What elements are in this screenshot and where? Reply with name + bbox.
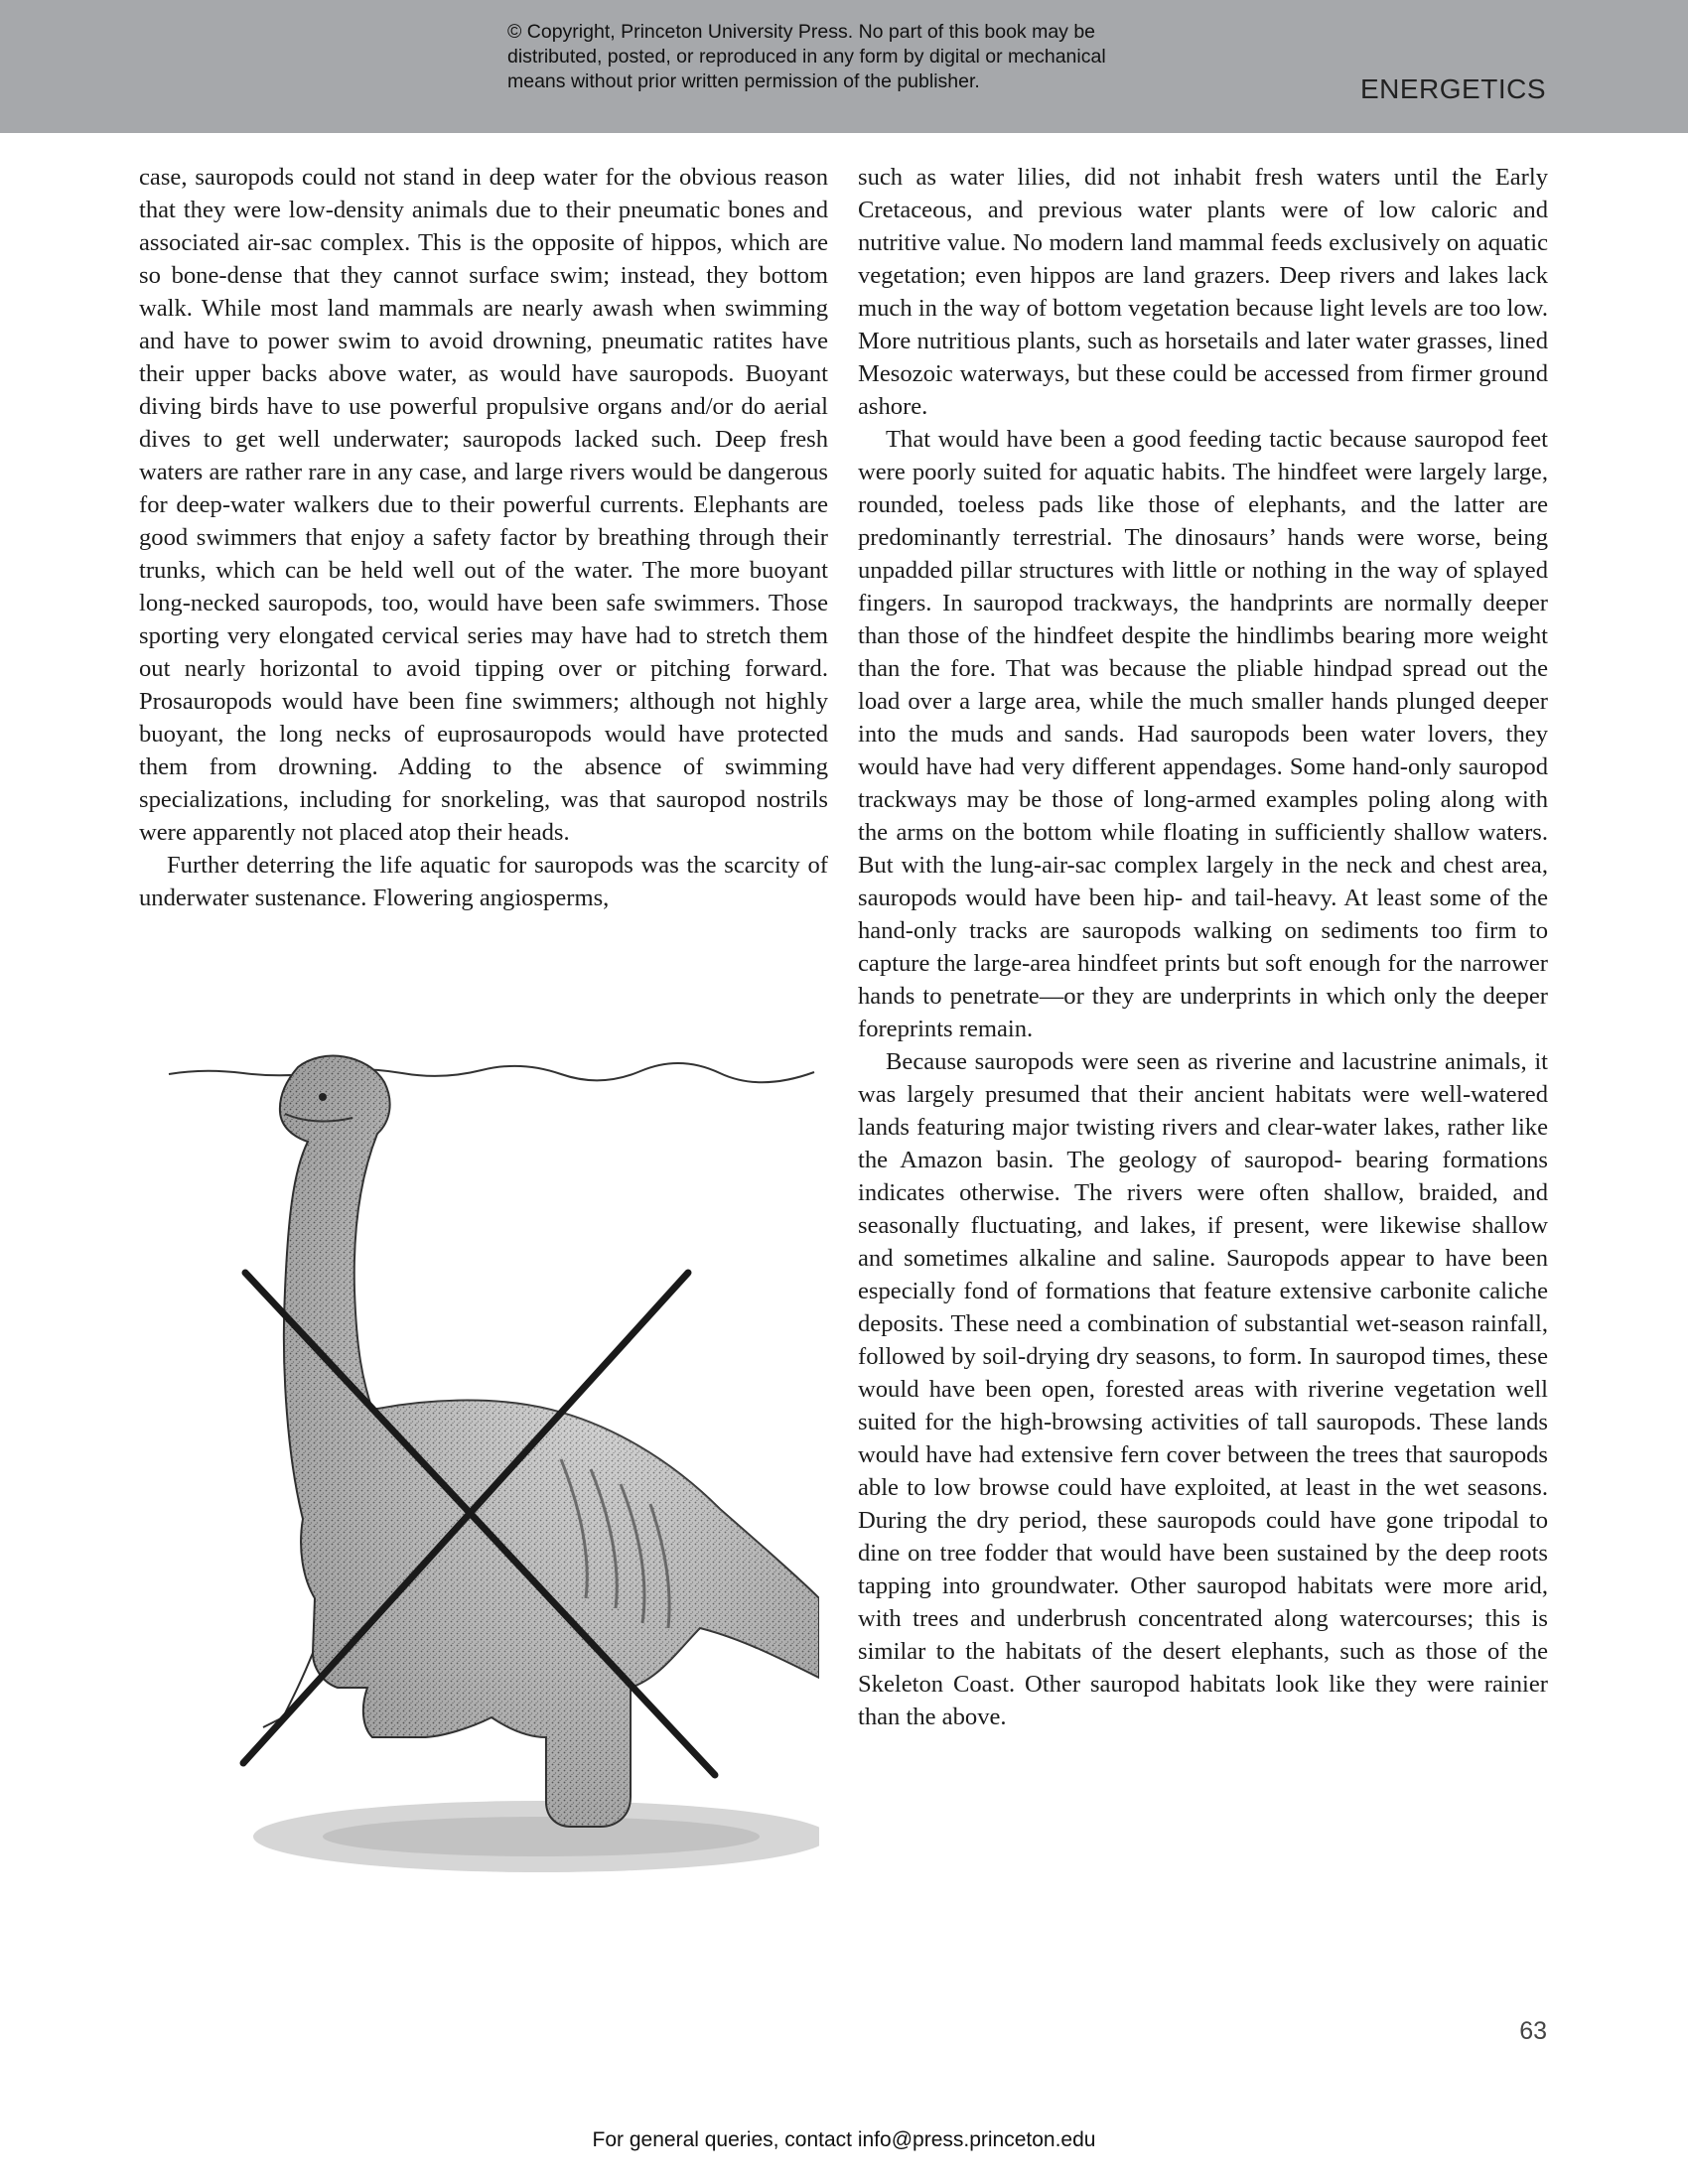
copyright-line: distributed, posted, or reproduced in any form by digital or mechanical <box>507 46 1106 68</box>
right-text-column <box>858 161 1548 1733</box>
left-text-column <box>139 161 828 914</box>
paragraph: such as water lilies, did not inhabit fresh waters until the Early Cretaceous, and previous water plants were of low caloric and nutritive value. No modern land mammal feeds exclusively on aquatic vegetation; even hippos are land grazers. Deep rivers and lakes lack much in the way of bottom vegetation because light levels are too low. More nutritious plants, such as horsetails and later water grasses, lined Mesozoic waterways, but these could be accessed from firmer ground ashore. <box>858 164 1548 420</box>
paragraph: Because sauropods were seen as riverine and lacustrine animals, it was largely presumed that their ancient habitats were well-watered lands featuring major twisting rivers and clear-water lakes, rather like the Amazon basin. The geology of sauropod- bearing formations indicates otherwise. The rivers were often shallow, braided, and seasonally fluctuating, and lakes, if present, were likewise shallow and sometimes alkaline and saline. Sauropods appear to have been especially fond of formations that feature extensive carbonite caliche deposits. These need a combination of substantial wet-season rainfall, followed by soil-drying dry seasons, to form. In sauropod times, these would have been open, forested areas with riverine vegetation well suited for the high-browsing activities of tall sauropods. These lands would have had extensive fern cover between the trees that sauropods able to low browse could have exploited, at least in the wet seasons. During the dry period, these sauropods could have gone tripodal to dine on tree fodder that would have been sustained by the deep roots tapping into groundwater. Other sauropod habitats were more arid, with trees and underbrush concentrated along watercourses; this is similar to the habitats of the desert elephants, such as those of the Skeleton Coast. Other sauropod habitats look like they were rainier than the above. <box>858 1048 1548 1730</box>
copyright-notice <box>507 20 1222 94</box>
copyright-banner <box>0 0 1688 133</box>
paragraph: case, sauropods could not stand in deep water for the obvious reason that they were low-density animals due to their pneumatic bones and associated air-sac complex. This is the opposite of hippos, which are so bone-dense that they cannot surface swim; instead, they bottom walk. While most land mammals are nearly awash when swimming and have to power swim to avoid drowning, pneumatic ratites have their upper backs above water, as would have sauropods. Buoyant diving birds have to use powerful propulsive organs and/or do aerial dives to get well underwater; sauropods lacked such. Deep fresh waters are rather rare in any case, and large rivers would be dangerous for deep-water walkers due to their powerful currents. Elephants are good swimmers that enjoy a safety factor by breathing through their trunks, which can be held well out of the water. The more buoyant long-necked sauropods, too, would have been safe swimmers. Those sporting very elongated cervical series may have had to stretch them out nearly horizontal to avoid tipping over or pitching forward. Prosauropods would have been fine swimmers; although not highly buoyant, the long necks of euprosauropods would have protected them from drowning. Adding to the absence of swimming specializations, including for snorkeling, was that sauropod nostrils were apparently not placed atop their heads. <box>139 164 828 846</box>
crossed-out-sauropod-illustration-icon <box>164 1042 819 1876</box>
copyright-line: © Copyright, Princeton University Press. No part of this book may be <box>507 21 1096 43</box>
copyright-line: means without prior written permission of the publisher. <box>507 70 980 92</box>
water-surface-line <box>169 1063 814 1082</box>
paragraph: That would have been a good feeding tactic because sauropod feet were poorly suited for aquatic habits. The hindfeet were largely large, rounded, toeless pads like those of elephants, and the latter are predominantly terrestrial. The dinosaurs’ hands were worse, being unpadded pillar structures with little or nothing in the way of splayed fingers. In sauropod trackways, the handprints are normally deeper than those of the hindfeet despite the hindlimbs bearing more weight than the fore. That was because the pliable hindpad spread out the load over a large area, while the much smaller hands plunged deeper into the muds and sands. Had sauropods been water lovers, they would have had very different appendages. Some hand-only sauropod trackways may be those of long-armed examples poling along with the arms on the bottom while floating in sufficiently shallow waters. But with the lung-air-sac complex largely in the neck and chest area, sauropods would have been hip- and tail-heavy. At least some of the hand-only tracks are sauropods walking on sediments too firm to capture the large-area hindfeet prints but soft enough for the narrower hands to penetrate—or they are underprints in which only the deeper foreprints remain. <box>858 426 1548 1042</box>
eye <box>319 1093 327 1101</box>
page-number: 63 <box>1519 2017 1547 2045</box>
sauropod-figure <box>164 1042 819 1876</box>
paragraph: Further deterring the life aquatic for sauropods was the scarcity of underwater sustenance. Flowering angiosperms, <box>139 852 828 911</box>
running-head: ENERGETICS <box>1359 73 1546 104</box>
footer-contact: For general queries, contact info@press.princeton.edu <box>592 2128 1096 2151</box>
